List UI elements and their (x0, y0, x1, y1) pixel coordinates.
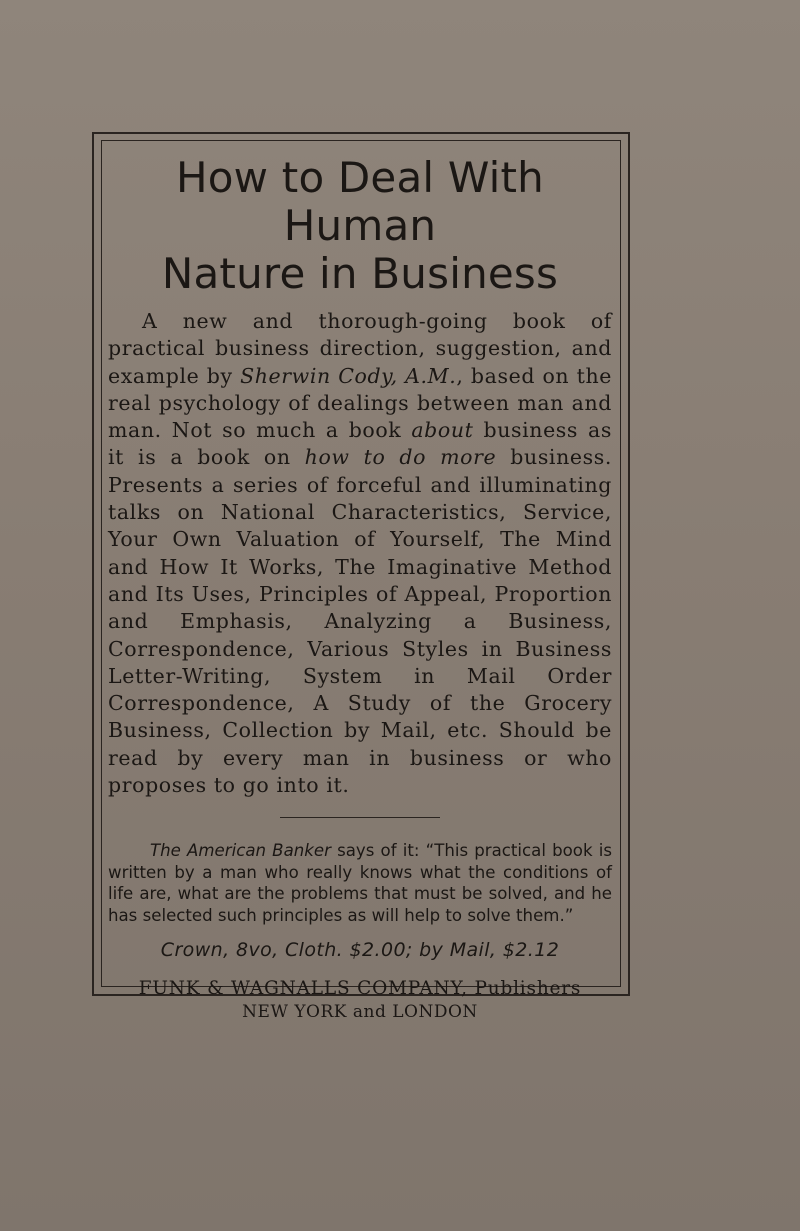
desc-part-1: A new and thorough-going book of practical business direction, suggestion, and example by (108, 309, 612, 388)
review-text: says of it: “This practical book is written by a man who really knows what the conditions of life are, what are the problems that must be solved, and he has selected such principles as will help to solve them.” (108, 841, 613, 925)
publisher: FUNK & WAGNALLS COMPANY, Publishers (138, 978, 582, 1000)
price-line: Crown, 8vo, Cloth. $2.00; by Mail, $2.12 (160, 939, 560, 962)
desc-emphasis-how: how to do more (304, 445, 497, 470)
desc-part-4: business. Presents a series of forceful and illuminating talks on National Characteristics, Service, Your Own Valuation of Yourself, The Mind and How It Works, The Imaginative Method and Its Uses, Principles of Appeal, Proportion and Emphasis, Analyzing a Business, Correspondence, Various Styles in Business Letter-Writing, System in Mail Order Correspondence, A Study of the Grocery Business, Collection by Mail, etc. Should be read by every man in business or who proposes to go into it. (108, 445, 612, 798)
review-quote (108, 840, 612, 926)
description (108, 308, 612, 799)
ad-title (108, 154, 612, 298)
divider (280, 817, 440, 818)
desc-part-3: business as it is a book on (108, 418, 612, 470)
author-name: Sherwin Cody, A.M. (240, 363, 457, 388)
desc-emphasis-about: about (411, 418, 474, 443)
publisher-location: NEW YORK and LONDON (242, 1002, 478, 1023)
advertisement (108, 154, 612, 1023)
review-source: The American Banker (150, 841, 331, 861)
title-line-1: How to Deal With Human (176, 153, 544, 250)
desc-part-2: , based on the real psychology of dealings between man and man. Not so much a book (108, 363, 612, 443)
title-line-2: Nature in Business (161, 249, 559, 298)
